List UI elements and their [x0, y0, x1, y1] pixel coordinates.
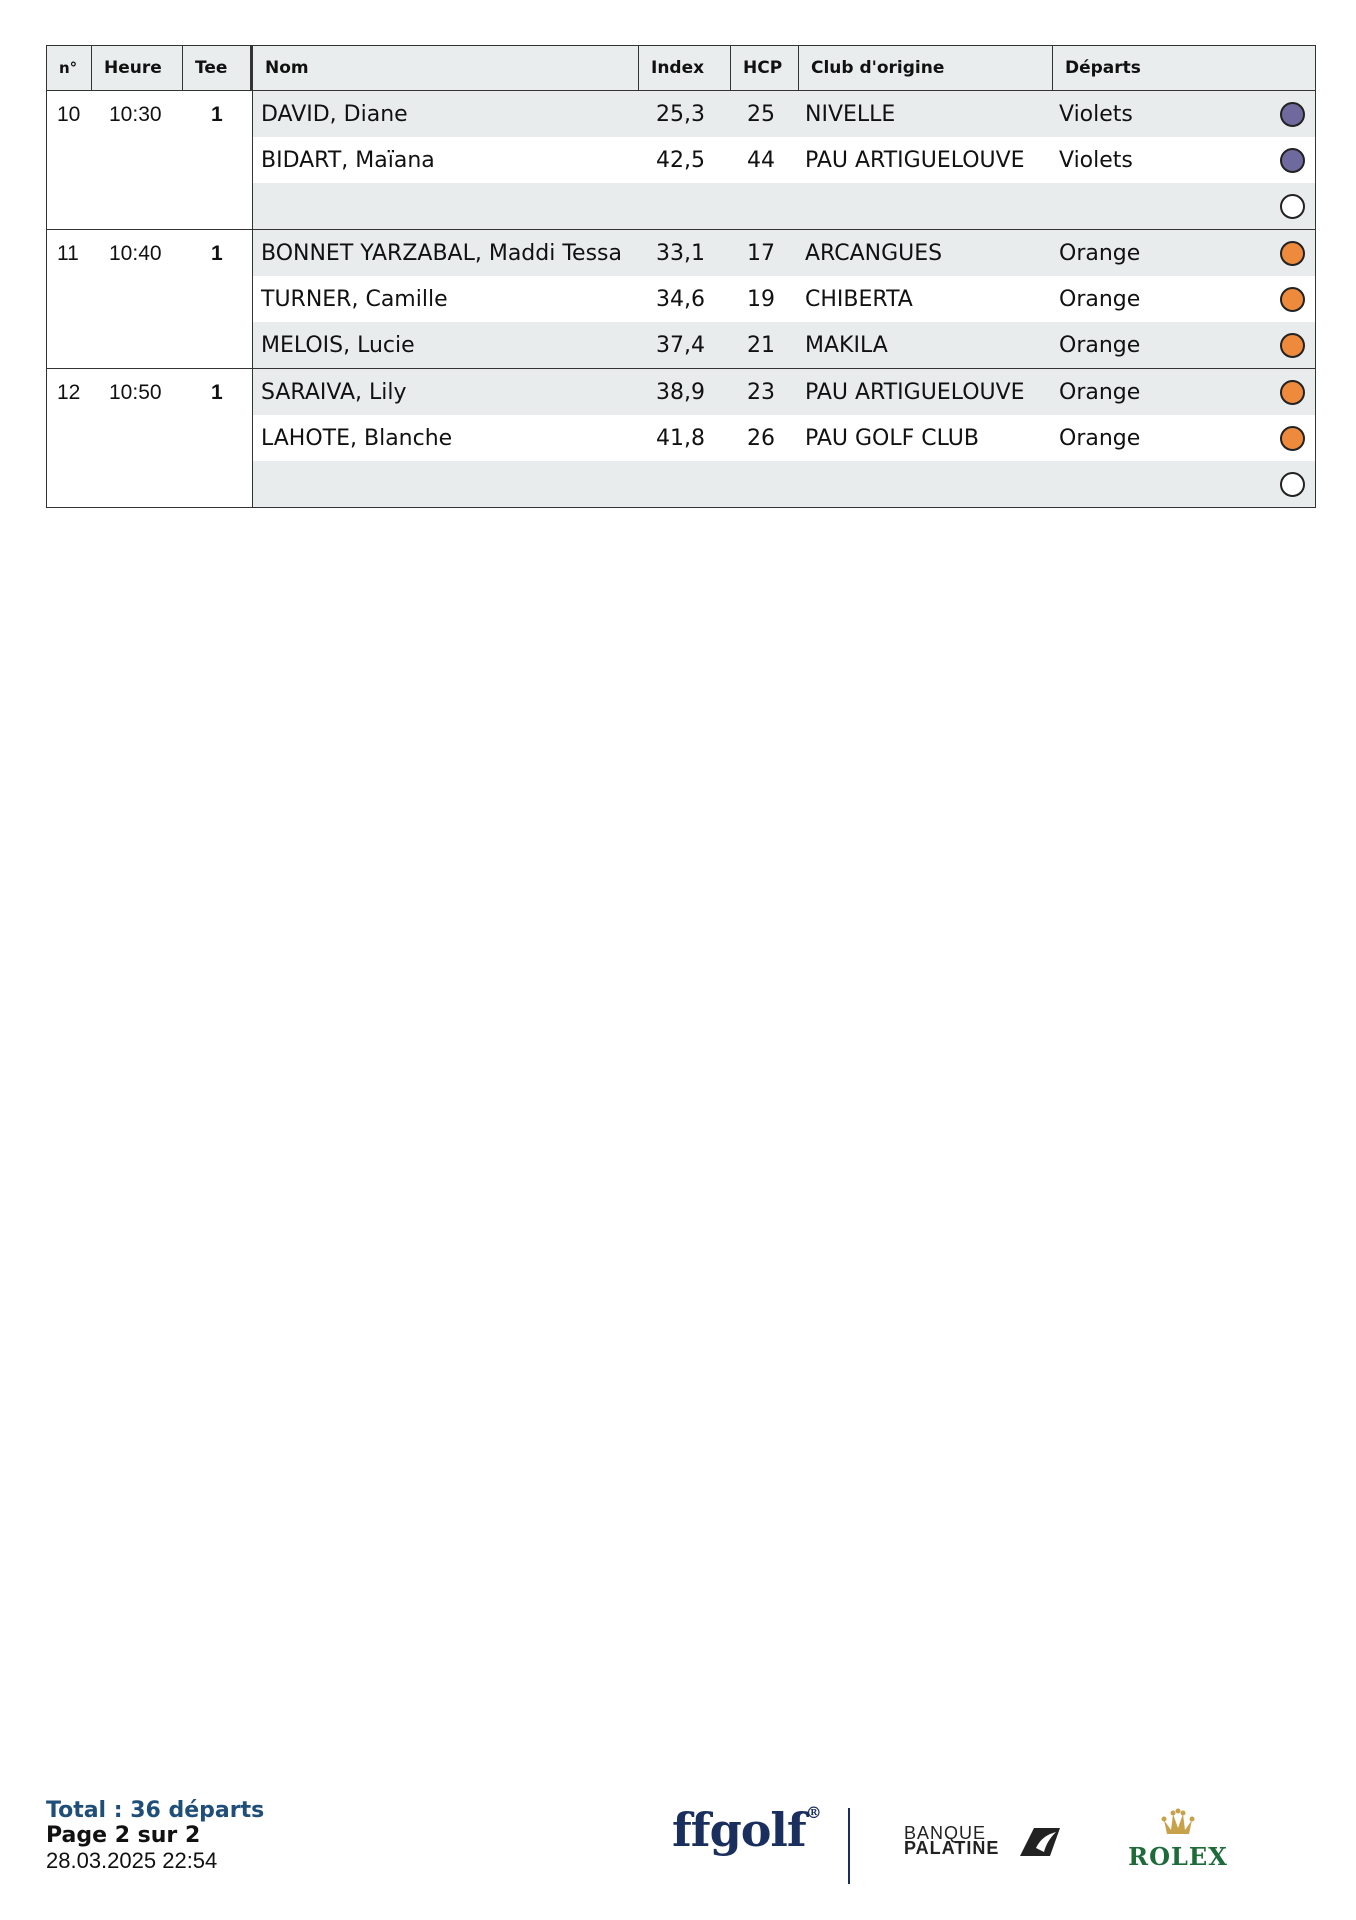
tee-time: 10:40 — [109, 242, 162, 265]
rolex-logo — [1126, 1808, 1230, 1871]
table-row — [253, 91, 1315, 137]
table-row — [253, 276, 1315, 322]
crown-icon — [1161, 1808, 1195, 1838]
player-rows — [253, 369, 1315, 507]
tee-time-group — [47, 230, 1315, 369]
player-club: MAKILA — [805, 332, 888, 358]
tee-marker-icon — [1280, 472, 1305, 497]
tee-marker-icon — [1280, 194, 1305, 219]
tee-groups — [47, 91, 1315, 507]
tee-number: 1 — [211, 103, 223, 126]
tee-time: 10:30 — [109, 103, 162, 126]
tee-time: 10:50 — [109, 381, 162, 404]
player-hcp: 19 — [747, 286, 775, 312]
player-tee-color: Orange — [1059, 425, 1141, 451]
player-club: PAU ARTIGUELOUVE — [805, 147, 1025, 173]
player-index: 41,8 — [656, 425, 705, 451]
ffgolf-logo — [672, 1803, 821, 1857]
player-index: 33,1 — [656, 240, 705, 266]
table-row — [253, 461, 1315, 507]
header-cell: Heure — [92, 46, 183, 90]
group-info — [47, 230, 253, 368]
player-hcp: 44 — [747, 147, 775, 173]
tee-marker-icon — [1280, 287, 1305, 312]
player-tee-color: Orange — [1059, 286, 1141, 312]
tee-marker-icon — [1280, 426, 1305, 451]
banque-logo-line2: PALATINE — [904, 1838, 1000, 1858]
header-cell: Départs — [1065, 58, 1141, 78]
player-name: TURNER, Camille — [261, 286, 448, 312]
player-hcp: 26 — [747, 425, 775, 451]
table-row — [253, 415, 1315, 461]
player-name: BONNET YARZABAL, Maddi Tessa — [261, 240, 622, 266]
group-number: 10 — [57, 103, 81, 126]
tee-marker-icon — [1280, 241, 1305, 266]
player-index: 34,6 — [656, 286, 705, 312]
player-name: BIDART, Maïana — [261, 147, 435, 173]
header-cell: Index — [639, 46, 731, 90]
table-row — [253, 322, 1315, 368]
header-cell: HCP — [731, 46, 799, 90]
player-hcp: 17 — [747, 240, 775, 266]
table-header — [47, 46, 1315, 91]
ffgolf-logo-mark: ® — [805, 1803, 821, 1822]
logo-divider — [848, 1808, 850, 1884]
player-club: CHIBERTA — [805, 286, 913, 312]
banque-logo-line1: BANQUE — [904, 1823, 987, 1843]
player-index: 38,9 — [656, 379, 705, 405]
start-list-table — [46, 45, 1316, 508]
header-cell: Nom — [253, 46, 639, 90]
player-tee-color: Orange — [1059, 332, 1141, 358]
group-info — [47, 369, 253, 507]
rolex-logo-text: ROLEX — [1128, 1842, 1228, 1871]
tee-marker-icon — [1280, 333, 1305, 358]
ffgolf-logo-text: ffgolf — [672, 1803, 806, 1857]
group-info — [47, 91, 253, 229]
player-hcp: 25 — [747, 101, 775, 127]
print-date: 28.03.2025 22:54 — [46, 1848, 218, 1873]
header-cell: n° — [47, 46, 92, 90]
player-hcp: 21 — [747, 332, 775, 358]
player-index: 42,5 — [656, 147, 705, 173]
page-number: Page 2 sur 2 — [46, 1823, 201, 1848]
player-hcp: 23 — [747, 379, 775, 405]
player-name: SARAIVA, Lily — [261, 379, 407, 405]
table-row — [253, 183, 1315, 229]
tee-marker-icon — [1280, 380, 1305, 405]
table-row — [253, 137, 1315, 183]
player-name: MELOIS, Lucie — [261, 332, 415, 358]
table-row — [253, 230, 1315, 276]
player-club: NIVELLE — [805, 101, 896, 127]
header-cell: Tee — [183, 46, 253, 90]
player-club: PAU GOLF CLUB — [805, 425, 979, 451]
tee-number: 1 — [211, 381, 223, 404]
tee-number: 1 — [211, 242, 223, 265]
footer — [46, 1798, 264, 1874]
player-rows — [253, 230, 1315, 368]
header-cell: Club d'origine — [799, 46, 1053, 90]
player-name: LAHOTE, Blanche — [261, 425, 453, 451]
player-club: PAU ARTIGUELOUVE — [805, 379, 1025, 405]
group-number: 12 — [57, 381, 81, 404]
total-departures: Total : 36 départs — [46, 1798, 265, 1823]
tee-time-group — [47, 369, 1315, 507]
player-tee-color: Orange — [1059, 379, 1141, 405]
player-name: DAVID, Diane — [261, 101, 408, 127]
group-number: 11 — [57, 242, 79, 265]
player-tee-color: Violets — [1059, 147, 1133, 173]
tee-marker-icon — [1280, 148, 1305, 173]
tee-marker-icon — [1280, 102, 1305, 127]
banque-palatine-mark-icon — [1016, 1826, 1062, 1858]
player-rows — [253, 91, 1315, 229]
tee-time-group — [47, 91, 1315, 230]
player-club: ARCANGUES — [805, 240, 943, 266]
table-row — [253, 369, 1315, 415]
player-tee-color: Violets — [1059, 101, 1133, 127]
banque-palatine-logo — [904, 1823, 1000, 1858]
player-tee-color: Orange — [1059, 240, 1141, 266]
player-index: 25,3 — [656, 101, 705, 127]
player-index: 37,4 — [656, 332, 705, 358]
